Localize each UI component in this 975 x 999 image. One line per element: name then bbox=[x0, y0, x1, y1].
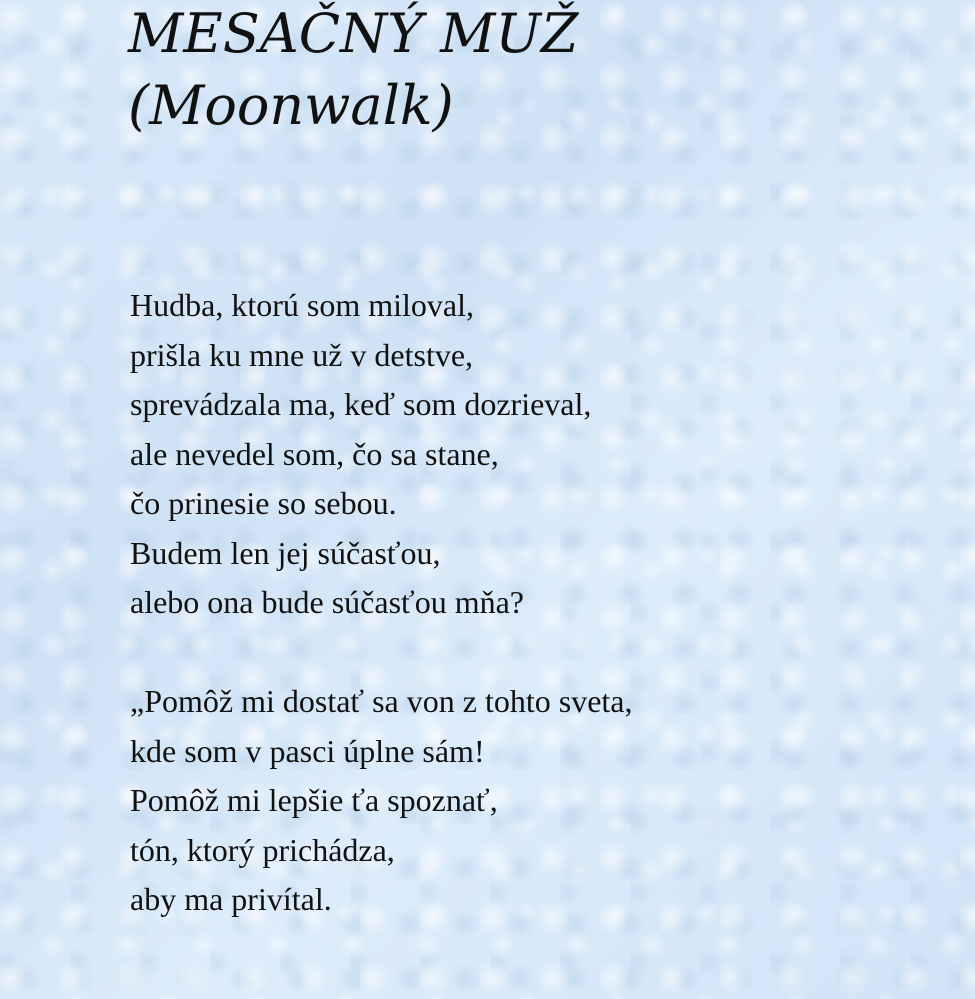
verse-line: kde som v pasci úplne sám! bbox=[130, 732, 485, 769]
stanza-2 bbox=[130, 677, 930, 925]
verse-line: čo prinesie so sebou. bbox=[130, 485, 397, 521]
stanza-1 bbox=[130, 281, 930, 628]
poem-body bbox=[130, 281, 930, 974]
poem-title-main: MESAČNÝ MUŽ bbox=[128, 2, 579, 65]
verse-line: sprevádzala ma, keď som dozrieval, bbox=[130, 386, 592, 422]
verse-line: tón, ktorý prichádza, bbox=[130, 831, 395, 868]
verse-line: Hudba, ktorú som miloval, bbox=[130, 287, 474, 323]
poem-title bbox=[128, 0, 578, 142]
verse-line: prišla ku mne už v detstve, bbox=[130, 336, 474, 373]
verse-line: Pomôž mi lepšie ťa spoznať, bbox=[130, 782, 498, 818]
verse-line: „Pomôž mi dostať sa von z tohto sveta, bbox=[130, 683, 633, 719]
verse-line: aby ma privítal. bbox=[130, 881, 332, 917]
verse-line: alebo ona bude súčasťou mňa? bbox=[130, 584, 524, 620]
verse-line: Budem len jej súčasťou, bbox=[130, 534, 441, 571]
poem-title-subtitle: (Moonwalk) bbox=[128, 74, 454, 137]
verse-line: ale nevedel som, čo sa stane, bbox=[130, 435, 499, 472]
